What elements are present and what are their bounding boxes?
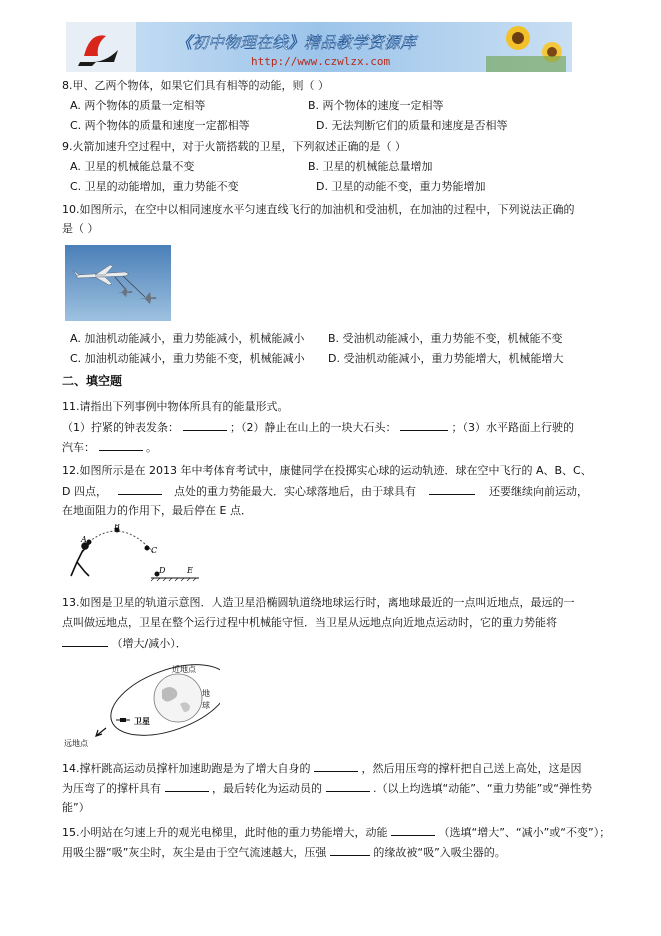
q12-blank-1[interactable] [118,483,162,495]
label-far-point: 远地点 [64,739,88,748]
q15-blank-2[interactable] [330,844,370,856]
q8-option-b[interactable]: B. 两个物体的速度一定相等 [308,99,444,112]
q14-text-5: .（以上均选填“动能”、“重力势能”或“弹性势 [373,782,592,795]
q9-option-d[interactable]: D. 卫星的动能不变，重力势能增加 [316,180,486,193]
q14-blank-3[interactable] [326,780,370,792]
label-a: A [81,535,87,544]
q14-line2 [62,780,592,797]
label-e: E [187,566,193,575]
q11-text-2: ；（2）静止在山上的一块大石头： [230,421,397,434]
q12-blank-2[interactable] [429,483,475,495]
q9-option-a[interactable]: A. 卫星的机械能总量不变 [70,160,195,173]
q14-blank-2[interactable] [165,780,209,792]
q11-text-3: ；（3）水平路面上行驶的 [451,421,574,434]
q10-option-b[interactable]: B. 受油机动能减小，重力势能不变，机械能不变 [328,332,563,345]
label-earth-2: 球 [202,701,210,710]
trajectory-path [89,531,153,552]
q11-text-1: （1）拧紧的钟表发条： [62,421,179,434]
q10-option-a[interactable]: A. 加油机动能减小，重力势能减小，机械能减小 [70,332,305,345]
q11-blank-1[interactable] [183,419,227,431]
label-satellite: 卫星 [134,717,150,726]
q15-text-3: 用吸尘器“吸”灰尘时，灰尘是由于空气流速越大，压强 [62,846,327,859]
section-title-fill-in: 二、填空题 [62,374,123,388]
q12-text-3: 还要继续向前运动， [488,485,588,498]
q11-blank-3[interactable] [99,439,143,451]
q12-line3: 在地面阻力的作用下，最后停在 E 点． [62,504,252,517]
q11-text-4: 汽车： [62,441,95,454]
q13-blank-1[interactable] [62,635,108,647]
q12-text-1: D 四点， [62,485,107,498]
q14-blank-1[interactable] [314,760,358,772]
satellite-orbit-diagram [62,660,220,748]
q15-text-1: 15.小明站在匀速上升的观光电梯里，此时他的重力势能增大，动能 [62,826,388,839]
shot-put-diagram [63,524,203,586]
q15-blank-1[interactable] [391,824,435,836]
label-d: D [159,566,166,575]
label-near-point: 近地点 [172,665,196,674]
q9-stem: 9.火箭加速升空过程中，对于火箭搭载的卫星，下列叙述正确的是（ ） [62,140,406,153]
ball-point-c [145,546,150,551]
q11-line1 [62,419,574,436]
label-earth-1: 地 [202,689,210,698]
q14-text-3: 为压弯了的撑杆具有 [62,782,161,795]
q10-option-c[interactable]: C. 加油机动能减小，重力势能不变，机械能减小 [70,352,305,365]
q15-line1 [62,824,610,841]
q14-text-4: ，最后转化为运动员的 [212,782,322,795]
banner-url: http://www.czwlzx.com [251,55,391,68]
ball-point-a [87,540,92,545]
banner-graphic [66,22,572,72]
label-b: B [114,524,120,531]
q12-line2 [62,483,588,500]
banner-title: 《初中物理在线》精品教学资源库 [176,33,417,52]
q11-line2 [62,439,157,456]
q15-text-2: （选填“增大”、“减小”或“不变”）； [438,826,611,839]
q10-option-d[interactable]: D. 受油机动能减小，重力势能增大，机械能增大 [328,352,564,365]
satellite-icon [116,718,130,722]
q9-option-c[interactable]: C. 卫星的动能增加，重力势能不变 [70,180,239,193]
q15-text-4: 的缘故被“吸”入吸尘器的。 [373,846,506,859]
q15-line2 [62,844,506,861]
label-c: C [151,546,158,555]
q11-blank-2[interactable] [400,419,448,431]
q11-text-5: 。 [146,441,157,454]
q8-option-d[interactable]: D. 无法判断它们的质量和速度是否相等 [316,119,508,132]
q14-text-1: 14.撑杆跳高运动员撑杆加速助跑是为了增大自身的 [62,762,311,775]
q10-stem-line1: 10.如图所示，在空中以相同速度水平匀速直线飞行的加油机和受油机，在加油的过程中，下列说法正确的 [62,203,575,216]
q14-text-2: ，然后用压弯的撑杆把自己送上高处，这是因 [361,762,582,775]
athlete-icon [71,543,89,576]
q8-option-c[interactable]: C. 两个物体的质量和速度一定都相等 [70,119,250,132]
q13-line1: 13.如图是卫星的轨道示意图．人造卫星沿椭圆轨道绕地球运行时，离地球最近的一点叫近地点，最远的一 [62,596,575,609]
q14-line1 [62,760,582,777]
earth-icon [154,674,202,722]
q12-line1: 12.如图所示是在 2013 年中考体育考试中，康健同学在投掷实心球的运动轨迹．球在空中飞行的 A、B、C、 [62,464,592,477]
q9-option-b[interactable]: B. 卫星的机械能总量增加 [308,160,433,173]
q13-text-1: （增大/减小）． [111,637,187,650]
q11-stem: 11.请指出下列事例中物体所具有的能量形式。 [62,400,289,413]
q14-line3: 能”） [62,801,90,814]
q8-stem: 8.甲、乙两个物体，如果它们具有相等的动能，则（ ） [62,79,329,92]
q10-stem-line2: 是（ ） [62,222,99,235]
refueling-photo [65,245,171,321]
q8-option-a[interactable]: A. 两个物体的质量一定相等 [70,99,206,112]
q12-text-2: 点处的重力势能最大．实心球落地后，由于球具有 [173,485,416,498]
q13-line3 [62,635,187,652]
header-banner [66,22,572,72]
q13-line2: 点叫做远地点，卫星在整个运行过程中机械能守恒．当卫星从远地点向近地点运动时，它的重力势能将 [62,616,557,629]
